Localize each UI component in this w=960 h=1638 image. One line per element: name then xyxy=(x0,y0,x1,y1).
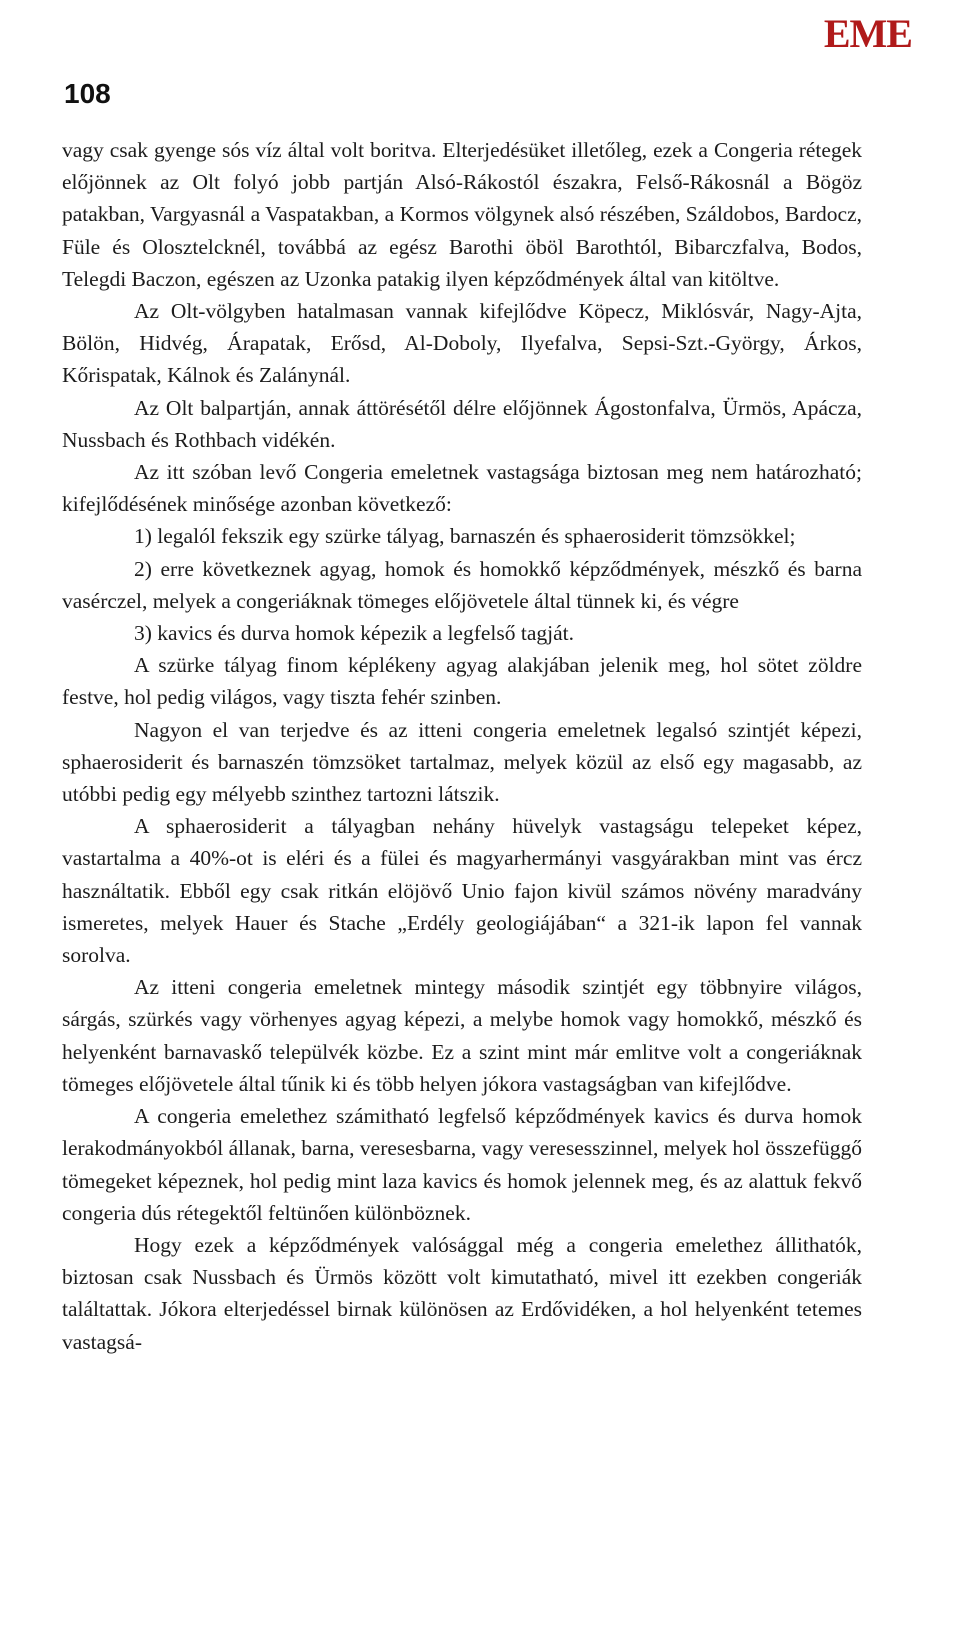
paragraph: vagy csak gyenge sós víz által volt boritva. Elterjedésüket illetőleg, ezek a Congeria rétegek előjönnek az Olt folyó jobb partján Alsó-Rákostól északra, Felső-Rákosnál a Bögöz patakban, Vargyasnál a Vaspatakban, a Kormos völgynek alsó részében, Száldobos, Bardocz, Füle és Olosztelcknél, továbbá az egész Barothi öböl Barothtól, Bibarczfalva, Bodos, Telegdi Baczon, egészen az Uzonka patakig ilyen képződmények által van kitöltve. xyxy=(62,138,862,291)
paragraph: Az Olt-völgyben hatalmasan vannak kifejlődve Köpecz, Miklósvár, Nagy-Ajta, Bölön, Hidvég, Árapatak, Erősd, Al-Doboly, Ilyefalva, Sepsi-Szt.-György, Árkos, Kőrispatak, Kálnok és Zalánynál. xyxy=(62,299,862,388)
paragraph: Hogy ezek a képződmények valósággal még a congeria emelethez állithatók, biztosan csak Nussbach és Ürmös között volt kimutatható, mivel itt ezekben congeriák találtattak. Jókora elterjedéssel birnak különösen az Erdővidéken, a hol helyenként tetemes vastagsá- xyxy=(62,1232,862,1354)
paragraph: A sphaerosiderit a tályagban nehány hüvelyk vastagságu telepeket képez, vastartalma a 40%-ot is eléri és a fülei és magyarhermányi vasgyárakban mint vas ércz használtatik. Ebből egy csak ritkán elöjövő Unio fajon kivül számos növény maradvány ismeretes, melyek Hauer és Stache „Erdély geologiájában“ a 321-ik lapon fel vannak sorolva. xyxy=(62,814,862,968)
paragraph: A congeria emelethez számitható legfelső képződmények kavics és durva homok lerakodmányokból állanak, barna, veresesbarna, vagy veresesszinnel, melyek hol összefüggő tömegeket képeznek, hol pedig mint laza kavics és homok jelennek meg, és az alattuk fekvő congeria dús rétegektől feltünően különböznek. xyxy=(62,1104,862,1225)
paragraph: Az Olt balpartján, annak áttörésétől délre előjönnek Ágostonfalva, Ürmös, Apácza, Nussbach és Rothbach vidékén. xyxy=(62,395,862,452)
list-item: 1) legalól fekszik egy szürke tályag, barnaszén és sphaerosiderit tömzsökkel; xyxy=(134,524,796,549)
body-text xyxy=(62,134,862,1358)
paragraph: Az itteni congeria emeletnek mintegy második szintjét egy többnyire világos, sárgás, szürkés vagy vörhenyes agyag képezi, a melybe homok vagy homokkő, mészkő és helyenként barnavaskő települvék közbe. Ez a szint mint már emlitve volt a congeriáknak tömeges előjövetele által tűnik ki és több helyen jókora vastagságban van kifejlődve. xyxy=(62,975,862,1096)
list-item: 2) erre következnek agyag, homok és homokkő képződmények, mészkő és barna vasérczel, melyek a congeriáknak tömeges előjövetele által tünnek ki, és végre xyxy=(62,556,862,613)
publisher-logo: EME xyxy=(823,11,912,56)
page-number: 108 xyxy=(64,78,111,109)
paragraph: Nagyon el van terjedve és az itteni congeria emeletnek legalsó szintjét képezi, sphaerosiderit és barnaszén tömzsöket tartalmaz, melyek közül az első egy magasabb, az utóbbi pedig egy mélyebb szinthez tartozni látszik. xyxy=(62,717,862,807)
paragraph: Az itt szóban levő Congeria emeletnek vastagsága biztosan meg nem határozható; kifejlődésének minősége azonban következő: xyxy=(62,460,862,517)
list-item: 3) kavics és durva homok képezik a legfelső tagját. xyxy=(134,621,575,646)
paragraph: A szürke tályag finom képlékeny agyag alakjában jelenik meg, hol sötet zöldre festve, hol pedig világos, vagy tiszta fehér szinben. xyxy=(62,653,862,710)
